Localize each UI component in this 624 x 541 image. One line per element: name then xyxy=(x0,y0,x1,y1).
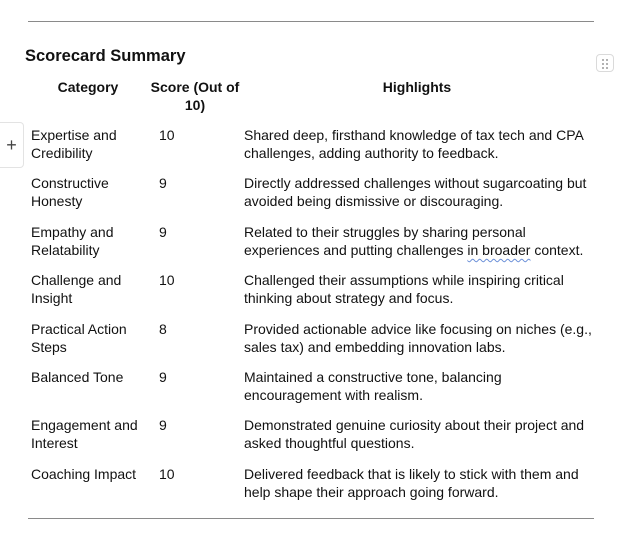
drag-dot xyxy=(602,67,604,69)
drag-dot xyxy=(606,63,608,65)
highlights-cell: Shared deep, firsthand knowledge of tax tech and CPA challenges, adding authority to feedback. xyxy=(244,127,584,161)
highlights-cell xyxy=(244,223,594,259)
highlights-cell: Directly addressed challenges without sugarcoating but avoided being dismissive or discouraging. xyxy=(244,175,587,210)
score-cell: 9 xyxy=(159,368,167,385)
spellcheck-flagged-text[interactable]: in broader xyxy=(467,241,531,258)
category-cell: Constructive Honesty xyxy=(31,175,109,210)
table-row xyxy=(0,126,624,174)
header-score: Score (Out of 10) xyxy=(150,79,240,113)
category-cell: Challenge and Insight xyxy=(31,272,122,307)
bottom-horizontal-rule xyxy=(28,518,594,519)
score-cell: 10 xyxy=(159,272,175,289)
header-category: Category xyxy=(57,79,119,95)
score-cell: 9 xyxy=(159,223,167,240)
add-row-button[interactable]: + xyxy=(0,122,24,168)
table-row xyxy=(0,368,624,416)
category-cell: Empathy and Relatability xyxy=(31,223,114,258)
table-row xyxy=(0,271,624,319)
score-cell: 8 xyxy=(159,320,167,337)
score-cell: 9 xyxy=(159,175,167,192)
scorecard-table-body xyxy=(0,126,624,513)
highlights-text: context. xyxy=(530,241,584,258)
highlights-cell: Maintained a constructive tone, balancing encouragement with realism. xyxy=(244,368,502,403)
category-cell: Expertise and Credibility xyxy=(31,127,117,161)
category-cell: Practical Action Steps xyxy=(31,320,127,355)
section-title: Scorecard Summary xyxy=(25,47,186,65)
highlights-cell: Provided actionable advice like focusing on niches (e.g., sales tax) and embedding innovation labs. xyxy=(244,320,592,355)
drag-dot xyxy=(606,67,608,69)
category-cell: Balanced Tone xyxy=(31,368,124,385)
drag-dot xyxy=(602,63,604,65)
score-cell: 9 xyxy=(159,417,167,434)
drag-dot xyxy=(602,59,604,61)
score-cell: 10 xyxy=(159,127,175,143)
drag-dot xyxy=(606,59,608,61)
highlights-cell: Delivered feedback that is likely to stick with them and help shape their approach going forward. xyxy=(244,465,579,500)
highlights-text: Related to their struggles by sharing personal experiences and putting challenges xyxy=(244,223,526,258)
table-row xyxy=(0,223,624,271)
highlights-cell: Demonstrated genuine curiosity about their project and asked thoughtful questions. xyxy=(244,417,585,452)
header-highlights: Highlights xyxy=(382,79,452,95)
table-row xyxy=(0,465,624,513)
table-row xyxy=(0,416,624,464)
drag-handle-icon[interactable] xyxy=(596,54,614,72)
table-row xyxy=(0,320,624,368)
score-cell: 10 xyxy=(159,465,175,482)
table-row xyxy=(0,174,624,222)
category-cell: Engagement and Interest xyxy=(31,417,138,452)
category-cell: Coaching Impact xyxy=(31,465,137,482)
highlights-cell: Challenged their assumptions while inspiring critical thinking about strategy and focus. xyxy=(244,272,564,307)
top-horizontal-rule xyxy=(28,21,594,22)
